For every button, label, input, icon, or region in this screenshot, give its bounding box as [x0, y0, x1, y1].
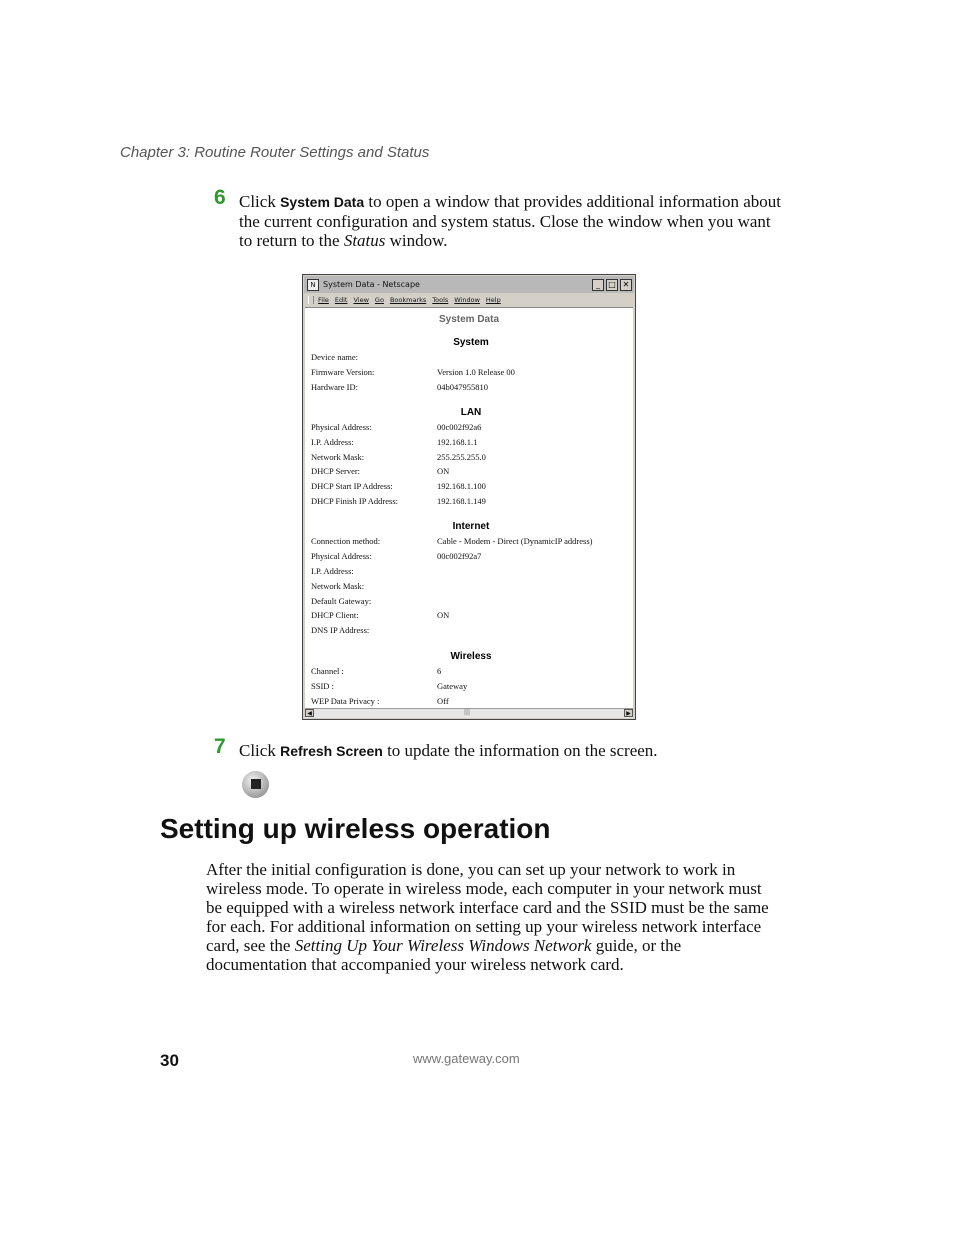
data-row: Network Mask: 255.255.255.0 [311, 452, 486, 462]
data-row: Physical Address: 00c002f92a7 [311, 551, 482, 561]
data-row: DNS IP Address: [311, 625, 370, 635]
menu-edit[interactable]: Edit [334, 296, 348, 304]
data-row: Network Mask: [311, 581, 365, 591]
chapter-header: Chapter 3: Routine Router Settings and Status [120, 144, 430, 161]
netscape-icon: N [307, 279, 319, 291]
minimize-button[interactable]: _ [592, 279, 604, 291]
menu-tools[interactable]: Tools [432, 296, 449, 304]
data-row: DHCP Client: ON [311, 610, 450, 620]
data-row: WEP Data Privacy : Off [311, 696, 449, 706]
data-row: Channel : 6 [311, 666, 442, 676]
data-row: Firmware Version: Version 1.0 Release 00 [311, 367, 515, 377]
menu-bookmarks[interactable]: Bookmarks [389, 296, 427, 304]
page-number: 30 [160, 1051, 179, 1070]
maximize-button[interactable]: □ [606, 279, 618, 291]
data-row: Device name: [311, 352, 358, 362]
data-row: Default Gateway: [311, 596, 372, 606]
scroll-thumb[interactable]: ||| [463, 709, 471, 716]
netscape-window [302, 274, 636, 720]
data-row: DHCP Finish IP Address: 192.168.1.149 [311, 496, 486, 506]
step-text: Click Refresh Screen to update the information on the screen. [239, 741, 658, 760]
scroll-right-icon[interactable]: ▶ [624, 709, 633, 717]
data-row: SSID : Gateway [311, 681, 468, 691]
section-heading-system: System [453, 337, 489, 348]
window-titlebar [304, 276, 634, 293]
menu-bar [304, 294, 634, 306]
system-data-title: System Data [438, 314, 500, 325]
footer-url: www.gateway.com [413, 1051, 520, 1066]
menu-view[interactable]: View [353, 296, 369, 304]
scroll-left-icon[interactable]: ◀ [305, 709, 314, 717]
menu-grip [308, 296, 314, 304]
section-heading-internet: Internet [452, 521, 490, 532]
data-row: DHCP Server: ON [311, 466, 450, 476]
data-row: I.P. Address: 192.168.1.1 [311, 437, 478, 447]
menu-window[interactable]: Window [454, 296, 480, 304]
refresh-screen-label: Refresh Screen [280, 743, 383, 759]
section-heading: Setting up wireless operation [160, 813, 551, 844]
step-number: 6 [214, 186, 226, 209]
window-title: System Data - Netscape [323, 280, 420, 289]
system-data-label: System Data [280, 194, 365, 210]
step-number: 7 [214, 735, 226, 758]
menu-file[interactable]: File [318, 296, 329, 304]
data-row: DHCP Start IP Address: 192.168.1.100 [311, 481, 486, 491]
data-row: Connection method: Cable - Modem - Direct (DynamicIP address) [311, 536, 593, 546]
close-button[interactable]: ✕ [620, 279, 632, 291]
page-content [305, 307, 633, 709]
data-row: Physical Address: 00c002f92a6 [311, 422, 482, 432]
section-paragraph: After the initial configuration is done, you can set up your network to work in wireless mode. To operate in wireless mode, each computer in your network must be equipped with a wireless network interface card and the SSID must be the same for each. For additional information on setting up your wireless network interface card, see the Setting Up Your Wireless Windows Network guide, or the documentation that accompanied your wireless network card. [206, 860, 769, 974]
end-of-procedure-icon [242, 771, 269, 798]
step-text: Click System Data to open a window that provides additional information about the current configuration and system status. Close the window when you want to return to the Status window. [239, 192, 782, 250]
data-row: I.P. Address: [311, 566, 354, 576]
horizontal-scrollbar[interactable] [305, 708, 633, 718]
menu-go[interactable]: Go [374, 296, 384, 304]
menu-help[interactable]: Help [485, 296, 501, 304]
section-heading-lan: LAN [460, 407, 482, 418]
section-heading-wireless: Wireless [450, 651, 492, 662]
data-row: Hardware ID: 04b047955810 [311, 382, 488, 392]
